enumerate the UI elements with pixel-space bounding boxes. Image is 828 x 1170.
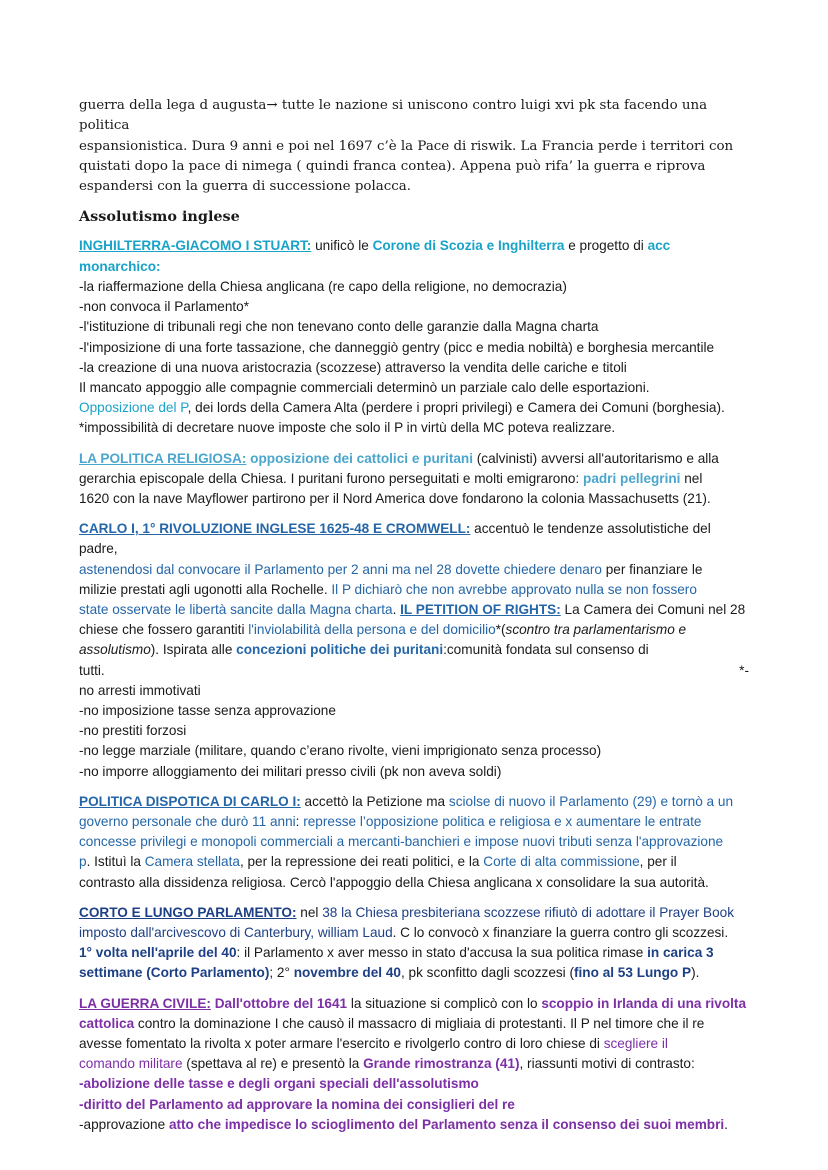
text-line: tutti. *- <box>79 662 749 678</box>
list-item: -l'istituzione di tribunali regi che non tenevano conto delle garanzie dalla Magna charta <box>79 319 599 335</box>
text-line: cattolica contro la dominazione I che causò il massacro di migliaia di protestanti. Il P nel timore che il re <box>79 1015 705 1031</box>
section-title: LA POLITICA RELIGIOSA: <box>79 450 247 466</box>
list-item: -non convoca il Parlamento* <box>79 299 250 315</box>
text-line: avesse fomentato la rivolta x poter armare l'esercito e rivolgerlo contro di loro chiese di scegliere il <box>79 1036 668 1051</box>
text-line: p. Istituì la Camera stellata, per la repressione dei reati politici, e la Corte di alta commissione, per il <box>79 854 677 870</box>
text-line: governo personale che durò 11 anni: represse l’opposizione politica e religiosa e x aumentare le entrate <box>79 813 702 829</box>
text-line: Il mancato appoggio alle compagnie commerciali determinò un parziale calo delle esportazioni. <box>79 379 650 395</box>
intro-line: quistati dopo la pace di nimega ( quindi franca contea). Appena può rifa’ la guerra e riprova <box>79 158 706 174</box>
section-guerra-civile <box>79 994 749 1135</box>
text-line: LA GUERRA CIVILE: Dall'ottobre del 1641 la situazione si complicò con lo scoppio in Irlanda di una rivolta <box>79 995 747 1011</box>
text-line: imposto dall'arcivescovo di Canterbury, william Laud. C lo convocò x finanziare la guerra contro gli scozzesi. <box>79 924 729 940</box>
text-line: 1° volta nell'aprile del 40: il Parlamento x aver messo in stato d'accusa la sua politica rimase in carica 3 <box>79 945 714 961</box>
list-item: -no legge marziale (militare, quando c’erano rivolte, vieni imprigionato senza processo) <box>79 743 602 759</box>
intro-line: espansionistica. Dura 9 anni e poi nel 1697 c’è la Pace di riswik. La Francia perde i territori con <box>79 138 734 154</box>
text-line: state osservate le libertà sancite dalla Magna charta. IL PETITION OF RIGHTS: La Camera dei Comuni nel 28 <box>79 601 746 617</box>
list-item: -no prestiti forzosi <box>79 723 187 739</box>
text-line: chiese che fossero garantiti l'inviolabilità della persona e del domicilio*(scontro tra parlamentarismo e <box>79 622 687 638</box>
list-item: no arresti immotivati <box>79 682 201 698</box>
section-religiosa <box>79 449 749 510</box>
section-title: CORTO E LUNGO PARLAMENTO: <box>79 904 297 920</box>
section-title: LA GUERRA CIVILE: <box>79 995 211 1011</box>
text-line: INGHILTERRA-GIACOMO I STUART: unificò le Corone di Scozia e Inghilterra e progetto di acc monarchico: <box>79 238 671 274</box>
list-item: -la riaffermazione della Chiesa anglicana (re capo della religione, no democrazia) <box>79 278 567 294</box>
text-line: milizie prestati agli ugonotti alla Rochelle. Il P dichiarò che non avrebbe approvato nulla se non fossero <box>79 581 697 597</box>
section-heading: Assolutismo inglese <box>79 208 240 226</box>
list-item: -abolizione delle tasse e degli organi speciali dell'assolutismo <box>79 1076 479 1092</box>
list-item: -no imporre alloggiamento dei militari presso civili (pk non aveva soldi) <box>79 763 502 779</box>
section-carlo-i <box>79 519 749 782</box>
list-item: -l'imposizione di una forte tassazione, che danneggiò gentry (picc e media nobiltà) e borghesia mercantile <box>79 339 715 355</box>
section-politica-dispotica <box>79 792 749 893</box>
text-line: CORTO E LUNGO PARLAMENTO: nel 38 la Chiesa presbiteriana scozzese rifiutò di adottare il Prayer Book <box>79 904 735 920</box>
text-line: concesse privilegi e monopoli commerciali a mercanti-banchieri e impose nuovi tributi senza l'approvazione <box>79 834 724 850</box>
text-line: settimane (Corto Parlamento); 2° novembre del 40, pk sconfitto dagli scozzesi (fino al 53 Lungo P). <box>79 965 700 981</box>
list-item: -la creazione di una nuova aristocrazia (scozzese) attraverso la vendita delle cariche e titoli <box>79 359 627 375</box>
text-line: Opposizione del P, dei lords della Camera Alta (perdere i propri privilegi) e Camera dei Comuni (borghesia). <box>79 400 725 416</box>
section-title: CARLO I, 1° RIVOLUZIONE INGLESE 1625-48 E CROMWELL: <box>79 521 471 537</box>
text-line: LA POLITICA RELIGIOSA: opposizione dei cattolici e puritani (calvinisti) avversi all'autoritarismo e alla <box>79 450 719 466</box>
list-item: -no imposizione tasse senza approvazione <box>79 702 336 718</box>
intro-line: espandersi con la guerra di successione polacca. <box>79 179 411 195</box>
intro-paragraph <box>79 96 749 197</box>
document-page <box>79 96 749 1135</box>
section-title: INGHILTERRA-GIACOMO I STUART: <box>79 238 312 254</box>
section-title: POLITICA DISPOTICA DI CARLO I: <box>79 793 301 809</box>
text-line: astenendosi dal convocare il Parlamento per 2 anni ma nel 28 dovette chiedere denaro per finanziare le <box>79 561 703 577</box>
section-giacomo <box>79 236 749 438</box>
text-line: assolutismo). Ispirata alle concezioni politiche dei puritani:comunità fondata sul consenso di <box>79 642 649 658</box>
text-line: contrasto alla dissidenza religiosa. Cercò l'appoggio della Chiesa anglicana x consolidare la sua autorità. <box>79 874 709 890</box>
text-line: POLITICA DISPOTICA DI CARLO I: accettò la Petizione ma sciolse di nuovo il Parlamento (29) e tornò a un <box>79 793 734 809</box>
text-line: gerarchia episcopale della Chiesa. I puritani furono perseguitati e molti emigrarono: padri pellegrini nel <box>79 470 703 486</box>
footnote: *impossibilità di decretare nuove imposte che solo il P in virtù della MC poteva realizzare. <box>79 420 616 436</box>
text-line: 1620 con la nave Mayflower partirono per il Nord America dove fondarono la colonia Massachusetts (21). <box>79 490 711 506</box>
section-subtitle: IL PETITION OF RIGHTS: <box>400 601 561 617</box>
list-item: -diritto del Parlamento ad approvare la nomina dei consiglieri del re <box>79 1096 515 1112</box>
text-line: comando militare (spettava al re) e presentò la Grande rimostranza (41), riassunti motivi di contrasto: <box>79 1056 695 1072</box>
section-corto-lungo <box>79 903 749 984</box>
list-item: -approvazione atto che impedisce lo scioglimento del Parlamento senza il consenso dei suoi membri. <box>79 1116 728 1132</box>
intro-line: guerra della lega d augusta→ tutte le nazione si uniscono contro luigi xvi pk sta facendo una politica <box>79 98 708 134</box>
text-line: CARLO I, 1° RIVOLUZIONE INGLESE 1625-48 E CROMWELL: accentuò le tendenze assolutistiche del padre, <box>79 521 711 557</box>
